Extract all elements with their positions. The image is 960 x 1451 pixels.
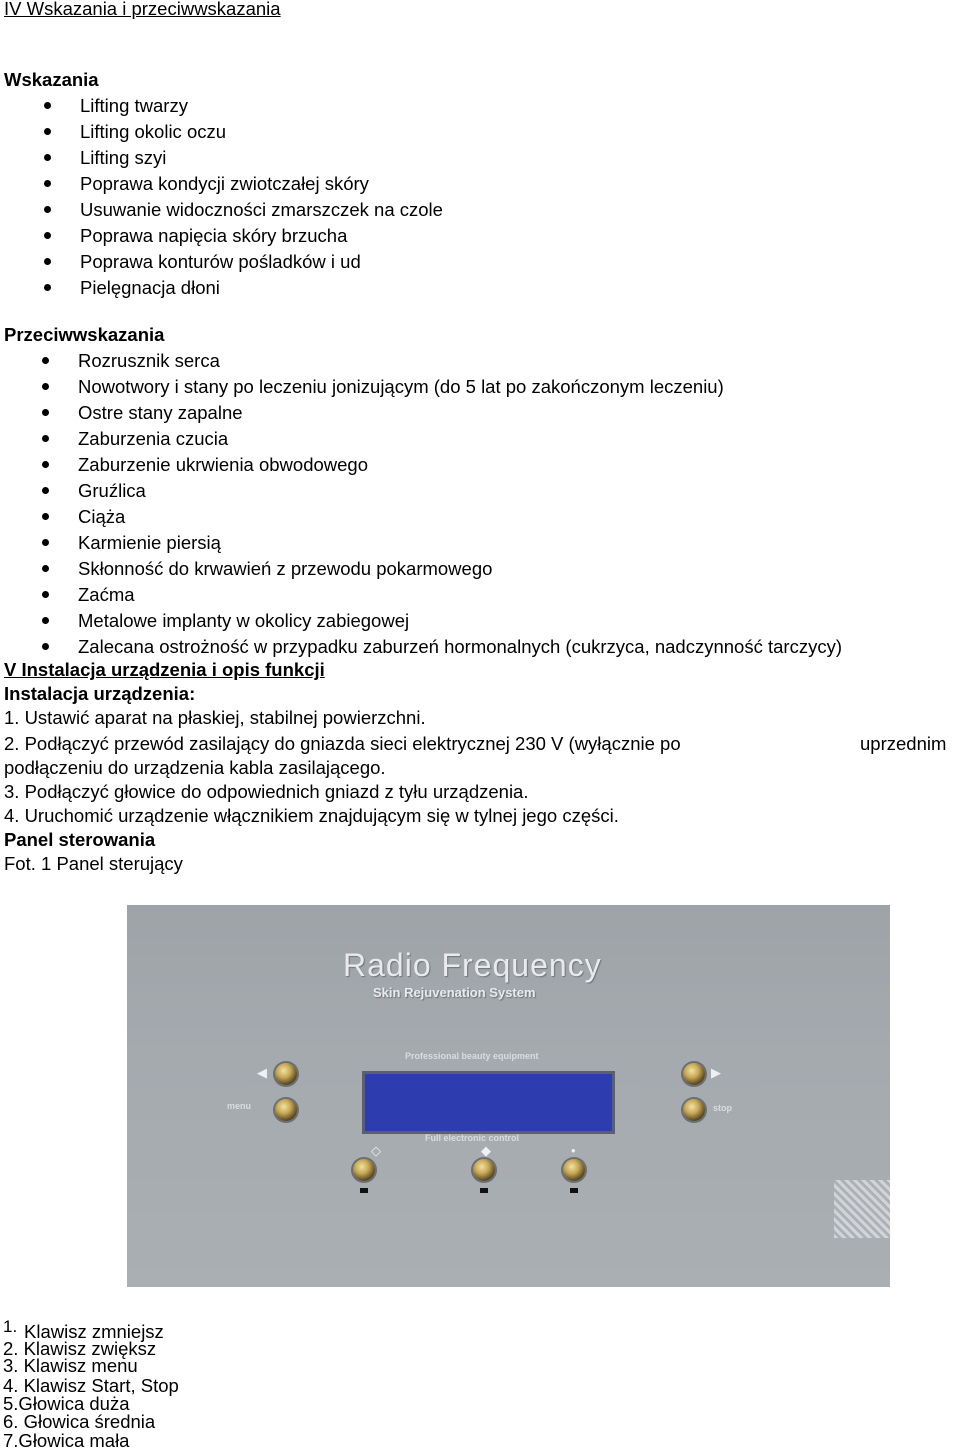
bullet-icon bbox=[44, 232, 51, 239]
decrease-key[interactable] bbox=[275, 1063, 297, 1085]
list-item bbox=[0, 530, 842, 556]
head-large-key[interactable] bbox=[353, 1159, 375, 1181]
list-item bbox=[0, 249, 443, 275]
bullet-icon bbox=[42, 487, 49, 494]
legend-3: 3. Klawisz menu bbox=[3, 1355, 138, 1376]
list-item-label: Zaćma bbox=[78, 584, 135, 605]
bullet-icon bbox=[44, 206, 51, 213]
list-item bbox=[0, 119, 443, 145]
przeciwwskazania-heading: Przeciwwskazania bbox=[4, 324, 165, 345]
medium-head-icon: ◆ bbox=[481, 1143, 491, 1158]
photo-subtitle: Skin Rejuvenation System bbox=[373, 985, 536, 1000]
increase-arrow-icon: ▶ bbox=[711, 1065, 721, 1080]
list-item-label: Rozrusznik serca bbox=[78, 350, 220, 371]
bullet-icon bbox=[42, 617, 49, 624]
list-item-label: Pielęgnacja dłoni bbox=[80, 277, 220, 298]
head-medium-key[interactable] bbox=[473, 1159, 495, 1181]
menu-label: menu bbox=[227, 1101, 252, 1111]
list-item bbox=[0, 223, 443, 249]
list-item-label: Karmienie piersią bbox=[78, 532, 221, 553]
list-item-label: Lifting szyi bbox=[80, 147, 167, 168]
bullet-icon bbox=[44, 154, 51, 161]
list-item bbox=[0, 348, 842, 374]
list-item-label: Poprawa konturów pośladków i ud bbox=[80, 251, 361, 272]
list-item bbox=[0, 452, 842, 478]
photo-caption: Fot. 1 Panel sterujący bbox=[4, 853, 183, 874]
photo-top-label: Professional beauty equipment bbox=[405, 1051, 539, 1061]
list-item-label: Metalowe implanty w okolicy zabiegowej bbox=[78, 610, 410, 631]
head-medium-led bbox=[480, 1188, 488, 1193]
decrease-arrow-icon: ◀ bbox=[257, 1065, 267, 1080]
small-head-icon: • bbox=[571, 1143, 576, 1158]
head-small-key[interactable] bbox=[563, 1159, 585, 1181]
list-item bbox=[0, 556, 842, 582]
list-item bbox=[0, 400, 842, 426]
increase-key[interactable] bbox=[683, 1063, 705, 1085]
list-item bbox=[0, 275, 443, 301]
list-item bbox=[0, 478, 842, 504]
bullet-icon bbox=[42, 435, 49, 442]
list-item-label: Zaburzenia czucia bbox=[78, 428, 229, 449]
bullet-icon bbox=[42, 383, 49, 390]
list-item-label: Lifting twarzy bbox=[80, 95, 188, 116]
install-step-1: 1. Ustawić aparat na płaskiej, stabilnej powierzchni. bbox=[4, 707, 426, 728]
list-item bbox=[0, 145, 443, 171]
head-small-led bbox=[570, 1188, 578, 1193]
list-item-label: Skłonność do krwawień z przewodu pokarmowego bbox=[78, 558, 493, 579]
large-head-icon: ◇ bbox=[371, 1143, 381, 1158]
bullet-icon bbox=[44, 128, 51, 135]
legend-7: 7.Głowica mała bbox=[3, 1430, 130, 1451]
legend-2: 2. Klawisz zwiększ bbox=[3, 1338, 157, 1359]
install-step-3: 3. Podłączyć głowice do odpowiednich gniazd z tyłu urządzenia. bbox=[4, 781, 529, 802]
stop-label: stop bbox=[713, 1103, 732, 1113]
image-artifact bbox=[834, 1180, 890, 1238]
list-item bbox=[0, 504, 842, 530]
bullet-icon bbox=[42, 591, 49, 598]
legend-6: 6. Głowica średnia bbox=[3, 1411, 156, 1432]
section-heading-v: V Instalacja urządzenia i opis funkcji bbox=[4, 659, 325, 680]
legend-4: 4. Klawisz Start, Stop bbox=[3, 1375, 179, 1396]
list-item-label: Poprawa napięcia skóry brzucha bbox=[80, 225, 348, 246]
wskazania-heading: Wskazania bbox=[4, 69, 99, 90]
list-item-label: Ciąża bbox=[78, 506, 126, 527]
list-item bbox=[0, 426, 842, 452]
list-item bbox=[0, 171, 443, 197]
start-stop-key[interactable] bbox=[683, 1099, 705, 1121]
bullet-icon bbox=[42, 565, 49, 572]
list-item bbox=[0, 634, 842, 660]
list-item-label: Zalecana ostrożność w przypadku zaburzeń hormonalnych (cukrzyca, nadczynność tarczycy) bbox=[78, 636, 842, 657]
control-panel-photo bbox=[127, 905, 890, 1287]
list-item-label: Lifting okolic oczu bbox=[80, 121, 227, 142]
list-item bbox=[0, 582, 842, 608]
install-step-4: 4. Uruchomić urządzenie włącznikiem znajdującym się w tylnej jego części. bbox=[4, 805, 619, 826]
head-large-led bbox=[360, 1188, 368, 1193]
panel-heading: Panel sterowania bbox=[4, 829, 156, 850]
install-step-2-cont: podłączeniu do urządzenia kabla zasilającego. bbox=[4, 757, 386, 778]
bullet-icon bbox=[42, 461, 49, 468]
list-item-label: Ostre stany zapalne bbox=[78, 402, 243, 423]
list-item bbox=[0, 197, 443, 223]
install-step-2: 2. Podłączyć przewód zasilający do gniazda sieci elektrycznej 230 V (wyłącznie po bbox=[4, 733, 681, 754]
menu-key[interactable] bbox=[275, 1099, 297, 1121]
install-step-2-end: uprzednim bbox=[860, 733, 947, 754]
list-item-label: Poprawa kondycji zwiotczałej skóry bbox=[80, 173, 369, 194]
bullet-icon bbox=[42, 513, 49, 520]
bullet-icon bbox=[42, 357, 49, 364]
list-item bbox=[0, 374, 842, 400]
bullet-icon bbox=[44, 284, 51, 291]
list-item bbox=[0, 93, 443, 119]
legend-1: Klawisz zmniejsz bbox=[24, 1321, 164, 1342]
przeciwwskazania-list bbox=[0, 348, 842, 660]
bullet-icon bbox=[42, 409, 49, 416]
list-item-label: Usuwanie widoczności zmarszczek na czole bbox=[80, 199, 443, 220]
list-item bbox=[0, 608, 842, 634]
legend-5: 5.Głowica duża bbox=[3, 1393, 130, 1414]
bullet-icon bbox=[44, 180, 51, 187]
section-heading-iv: IV Wskazania i przeciwwskazania bbox=[4, 0, 281, 19]
bullet-icon bbox=[42, 643, 49, 650]
list-item-label: Nowotwory i stany po leczeniu jonizującym (do 5 lat po zakończonym leczeniu) bbox=[78, 376, 724, 397]
photo-bottom-label: Full electronic control bbox=[425, 1133, 520, 1143]
lcd-screen bbox=[362, 1071, 615, 1134]
bullet-icon bbox=[42, 539, 49, 546]
legend-1-num: 1. bbox=[3, 1317, 18, 1336]
photo-title: Radio Frequency bbox=[343, 947, 602, 983]
bullet-icon bbox=[44, 102, 51, 109]
instalacja-heading: Instalacja urządzenia: bbox=[4, 683, 196, 704]
list-item-label: Zaburzenie ukrwienia obwodowego bbox=[78, 454, 369, 475]
list-item-label: Gruźlica bbox=[78, 480, 146, 501]
bullet-icon bbox=[44, 258, 51, 265]
wskazania-list bbox=[0, 93, 443, 301]
